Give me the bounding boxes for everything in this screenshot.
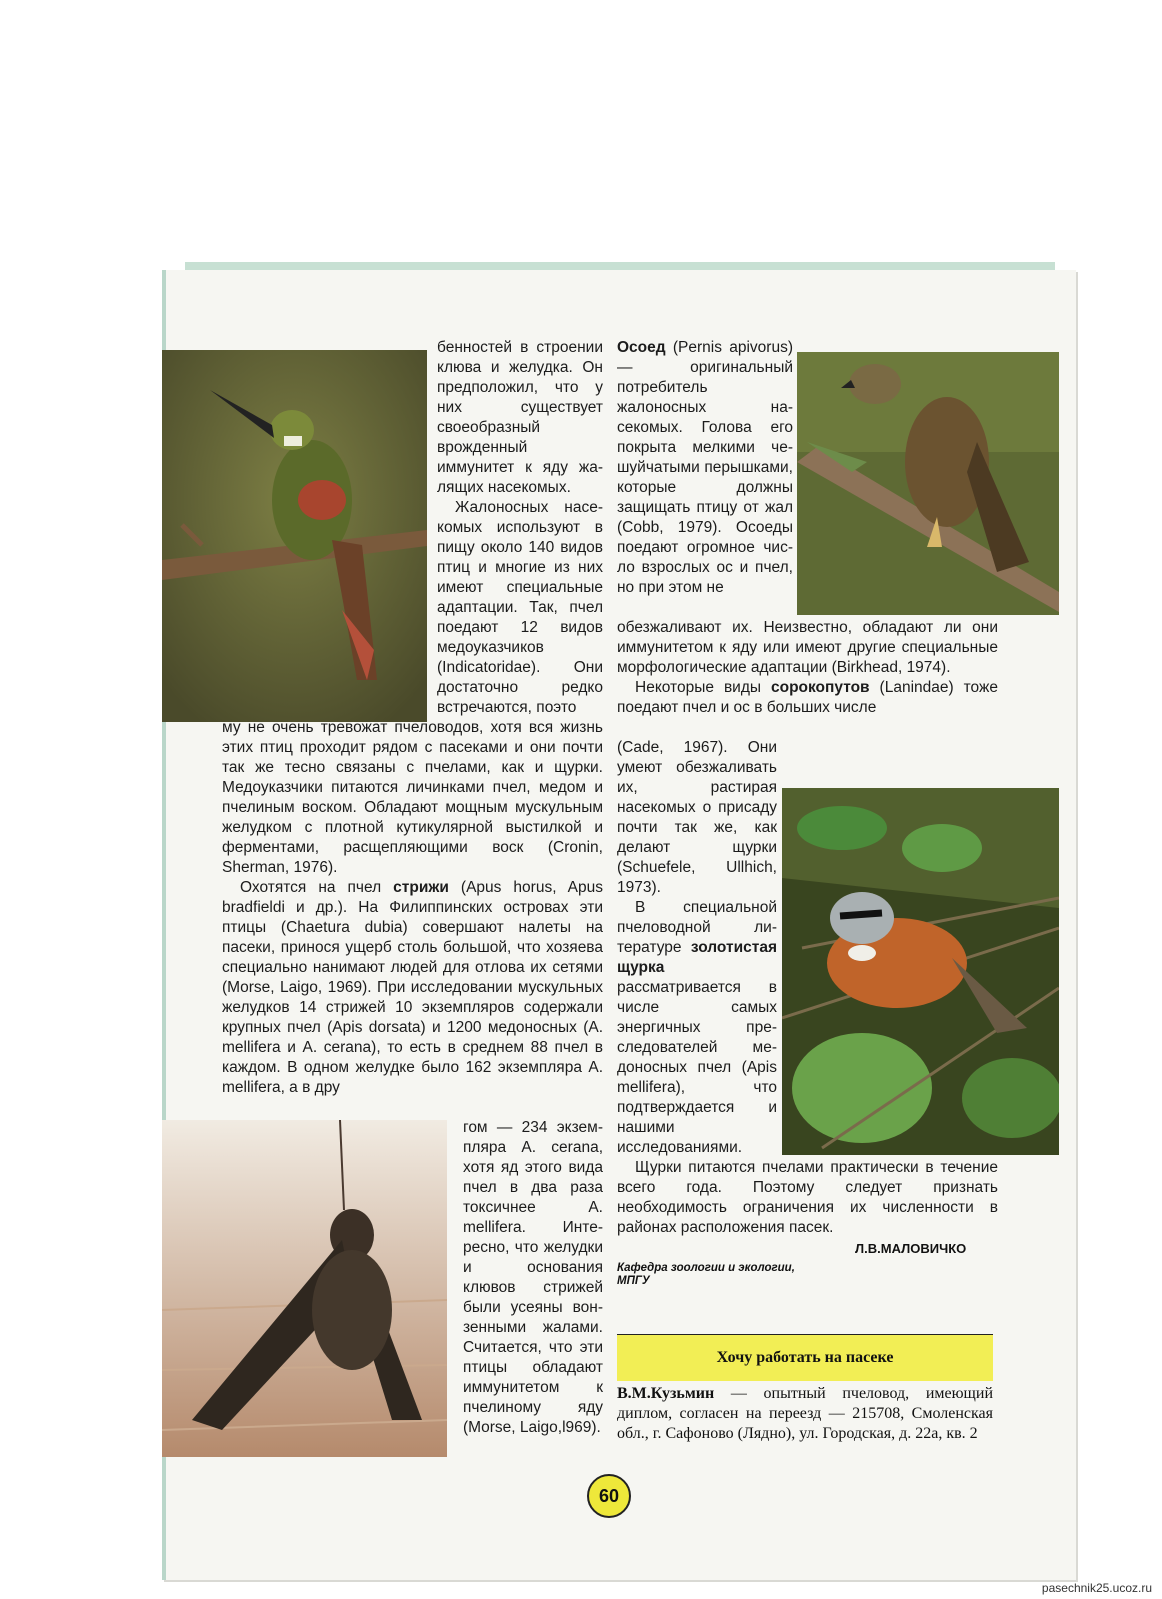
photo-shrike (782, 788, 1059, 1155)
col2-paragraph-4: Щурки питаются пчелами практически в течение всего года. Поэтому следует признать необходимость ограничения их численности в районах расположения пасек. (617, 1159, 998, 1236)
col1-middle-text (222, 718, 603, 1098)
photo-honey-buzzard (797, 352, 1059, 615)
author-affiliation: Кафедра зоологии и экологии, МПГУ (617, 1262, 795, 1287)
col1-paragraph-3: Охотятся на пчел стрижи (Apus horus, Apus bradfieldi и др.). На Филиппинских островах эти птицы (Chaetura dubia) совершают налеты на пасеки, принося ущерб столь большой, что хозяева специально нанимают людей для отлова их сетями (Morse, Laigo, 1969). При исследовании мускульных желудков 14 стрижей 10 экземпляров содержали крупных пчел (Apis dorsata) и 1200 медоносных (A. mellifera и A. cerana), то есть в среднем 88 пчел в каждом. В одном желудке было 162 экземпляра A. mellifera, а в дру (222, 879, 603, 1096)
col2-paragraph-2-cont: (Cade, 1967). Они умеют обезжаливать их, растирая насекомых о присаду почти так же, как делают щурки (Schuefele, Ullhich, 1973). (617, 739, 777, 896)
col1-bottom-text (463, 1118, 603, 1438)
col2-narrow-text (617, 738, 777, 1158)
ad-name: В.М.Кузьмин (617, 1385, 715, 1402)
ad-body: В.М.Кузьмин — опытный пчеловод, имеющий диплом, согласен на переезд — 215708, Смоленская обл., г. Сафоново (Лядно), ул. Городская, д. 22а, кв. 2 (617, 1385, 993, 1442)
col2-bottom-text (617, 1158, 998, 1238)
col1-paragraph-2: Жалоносных насекомых используют в пищу около 140 видов птиц и многие из них имеют специальные адаптации. Так, пчел поедают 12 видов медоуказчиков (Indicatoridae). Они достаточно редко встречаются, поэто (437, 499, 603, 716)
watermark: pasechnik25.ucoz.ru (1041, 1581, 1152, 1595)
page-number: 60 (587, 1474, 631, 1518)
keyword-honey-buzzard: Осоед (617, 339, 666, 356)
ad-heading: Хочу работать на пасеке (617, 1335, 993, 1381)
col2-paragraph-2: Некоторые виды сорокопутов (Lanindae) тоже поедают пчел и ос в больших числе (617, 679, 998, 716)
keyword-swifts: стрижи (393, 879, 449, 896)
col2-paragraph-1-cont: обезжаливают их. Неизвестно, обладают ли они иммунитетом к яду или имеют другие специальные морфологические адаптации (Birkhead, 1974). (617, 619, 998, 676)
col2-top-text (617, 338, 793, 598)
col1-top-text (437, 338, 603, 718)
col1-paragraph-1: бенностей в строении клюва и желудка. Он предположил, что у них существует своеобразный врожденный иммунитет к яду жалящих насекомых. (437, 339, 603, 496)
author-signature: Л.В.МАЛОВИЧКО (855, 1241, 967, 1256)
col1-paragraph-3-cont: гом — 234 экземпляра A. cerana, хотя яд этого вида пчел в два раза токсичнее A. mellifera. Интересно, что желудки и основания клювов стрижей были усеяны вонзенными жалами. Считается, что эти птицы обладают иммунитетом к пчелиному яду (Morse, Laigo,l969). (463, 1119, 603, 1436)
col2-paragraph-1: Осоед (Pernis apivorus) — оригинальный потребитель жалоносных насекомых. Голова его покрыта мелкими чешуйчатыми перышками, которые должны защищать птицу от жал (Cobb, 1979). Осоеды поедают огромное число взрослых ос и пчел, но при этом не (617, 339, 793, 596)
keyword-bee-eater: золотистая щурка (617, 939, 777, 976)
col2-middle-text (617, 618, 998, 718)
col2-paragraph-3: В специальной пчеловодной литературе золотистая щурка рассматривается в числе самых энергичных преследователей медоносных пчел (Apis mellifera), что подтверждается и нашими исследованиями. (617, 899, 777, 1156)
photo-jacamar (162, 350, 427, 722)
photo-swift (162, 1120, 447, 1457)
col1-paragraph-2-cont: му не очень тревожат пчеловодов, хотя вся жизнь этих птиц проходит рядом с пасеками и они почти так же тесно связаны с пчелами, как и щурки. Медоуказчики питаются личинками пчел, медом и пчелиным воском. Обладают мощным мускульным желудком с плотной кутикулярной выстилкой и ферментами, расщепляющими воск (Cronin, Sherman, 1976). (222, 719, 603, 876)
keyword-shrikes: сорокопутов (770, 679, 870, 696)
